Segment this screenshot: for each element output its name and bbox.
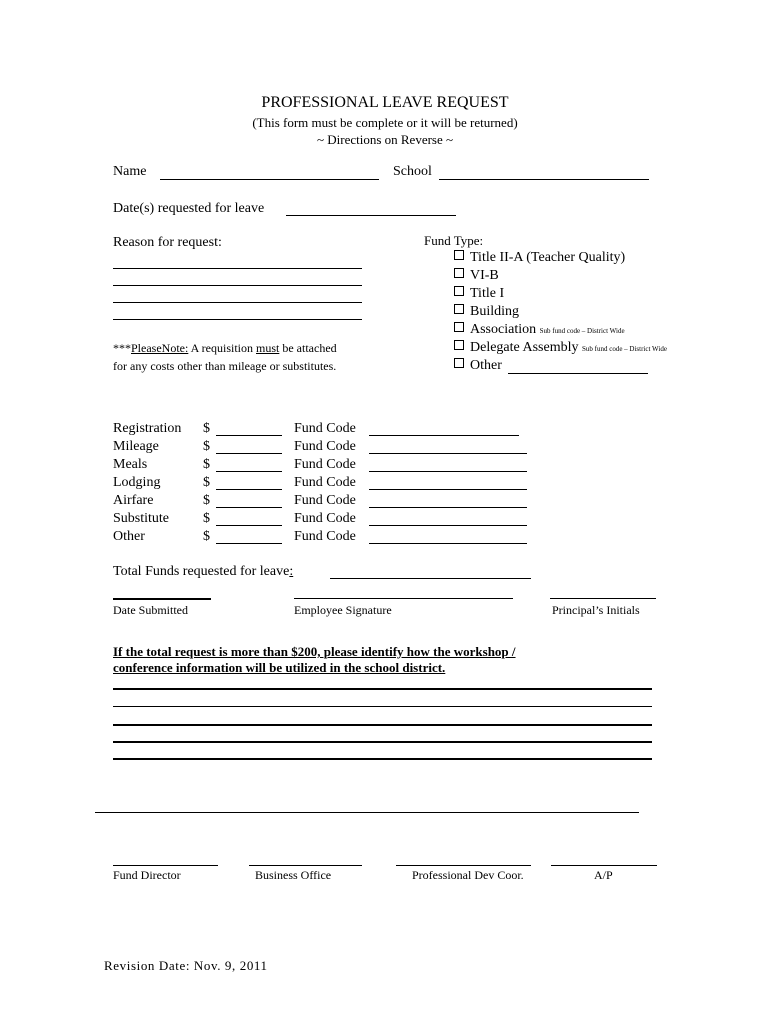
business-office-label: Business Office [255, 868, 332, 882]
dates-field-line[interactable] [286, 215, 456, 216]
checkbox-icon[interactable] [454, 358, 464, 368]
cost-item-label: Registration [113, 421, 182, 436]
fund-type-label: Fund Type: [424, 233, 484, 248]
fund-code-field-line[interactable] [369, 543, 527, 544]
date-submitted-line[interactable] [113, 598, 211, 600]
workshop-instruction-line2: conference information will be utilized in the school district. [113, 660, 446, 675]
ap-label: A/P [594, 868, 613, 882]
fund-director-line[interactable] [113, 865, 218, 866]
amount-field-line[interactable] [216, 435, 282, 436]
cost-item-label: Other [113, 529, 145, 544]
dollar-sign: $ [203, 457, 210, 472]
name-label: Name [113, 164, 147, 179]
amount-field-line[interactable] [216, 543, 282, 544]
fund-code-field-line[interactable] [369, 489, 527, 490]
note-prefix: *** [113, 341, 131, 355]
cost-item-label: Lodging [113, 475, 161, 490]
business-office-line[interactable] [249, 865, 362, 866]
fund-code-field-line[interactable] [369, 471, 527, 472]
reason-line[interactable] [113, 268, 362, 269]
amount-field-line[interactable] [216, 507, 282, 508]
separator-line [95, 812, 639, 813]
workshop-instruction-line1: If the total request is more than $200, please identify how the workshop / [113, 644, 516, 659]
directions-note: ~ Directions on Reverse ~ [316, 132, 454, 147]
fund-option-vi-b[interactable]: VI-B [454, 267, 667, 285]
fund-option-title-i[interactable]: Title I [454, 285, 667, 303]
workshop-answer-line[interactable] [113, 724, 652, 726]
workshop-answer-line[interactable] [113, 706, 652, 707]
fund-code-field-line[interactable] [369, 435, 519, 436]
dates-label: Date(s) requested for leave [113, 201, 265, 216]
requisition-note [113, 341, 337, 356]
employee-signature-label: Employee Signature [294, 603, 392, 617]
cost-row-lodging [113, 474, 543, 492]
dollar-sign: $ [203, 511, 210, 526]
fund-code-field-line[interactable] [369, 453, 527, 454]
amount-field-line[interactable] [216, 525, 282, 526]
please-note-label: PleaseNote: [131, 341, 189, 355]
fund-director-label: Fund Director [113, 868, 181, 882]
cost-row-registration [113, 420, 543, 438]
workshop-answer-line[interactable] [113, 688, 652, 690]
dollar-sign: $ [203, 439, 210, 454]
fund-code-label: Fund Code [294, 475, 356, 490]
dollar-sign: $ [203, 421, 210, 436]
amount-field-line[interactable] [216, 471, 282, 472]
name-field-line[interactable] [160, 179, 379, 180]
fund-option-association[interactable]: Association Sub fund code – District Wide [454, 321, 667, 339]
fund-code-label: Fund Code [294, 421, 356, 436]
checkbox-icon[interactable] [454, 304, 464, 314]
reason-line[interactable] [113, 302, 362, 303]
school-label: School [393, 164, 432, 179]
fund-option-building[interactable]: Building [454, 303, 667, 321]
checkbox-icon[interactable] [454, 250, 464, 260]
cost-item-label: Meals [113, 457, 148, 472]
cost-row-other [113, 528, 543, 546]
cost-row-airfare [113, 492, 543, 510]
form-title: PROFESSIONAL LEAVE REQUEST [261, 94, 509, 111]
amount-field-line[interactable] [216, 489, 282, 490]
other-fund-line[interactable] [508, 373, 648, 374]
prof-dev-line[interactable] [396, 865, 531, 866]
fund-code-label: Fund Code [294, 529, 356, 544]
prof-dev-label: Professional Dev Coor. [412, 868, 524, 882]
date-submitted-label: Date Submitted [113, 603, 188, 617]
fund-type-options [454, 249, 667, 375]
reason-label: Reason for request: [113, 235, 222, 250]
must-emphasis: must [256, 341, 280, 355]
cost-item-label: Substitute [113, 511, 170, 526]
form-subtitle: (This form must be complete or it will be returned) [252, 115, 518, 130]
checkbox-icon[interactable] [454, 268, 464, 278]
amount-field-line[interactable] [216, 453, 282, 454]
reason-line[interactable] [113, 285, 362, 286]
dollar-sign: $ [203, 475, 210, 490]
cost-item-label: Airfare [113, 493, 154, 508]
fund-code-field-line[interactable] [369, 507, 527, 508]
principal-initials-line[interactable] [550, 598, 656, 599]
dollar-sign: $ [203, 493, 210, 508]
principal-initials-label: Principal’s Initials [552, 603, 640, 617]
fund-option-delegate-assembly[interactable]: Delegate Assembly Sub fund code – District Wide [454, 339, 667, 357]
total-funds-line[interactable] [330, 578, 531, 579]
note-text: A requisition [188, 341, 256, 355]
workshop-answer-line[interactable] [113, 758, 652, 760]
checkbox-icon[interactable] [454, 322, 464, 332]
fund-option-title-ii-a[interactable]: Title II-A (Teacher Quality) [454, 249, 667, 267]
fund-code-label: Fund Code [294, 493, 356, 508]
fund-option-other[interactable]: Other [454, 357, 667, 375]
checkbox-icon[interactable] [454, 286, 464, 296]
revision-date: Revision Date: Nov. 9, 2011 [104, 958, 268, 973]
requisition-note-line2: for any costs other than mileage or substitutes. [113, 359, 337, 373]
employee-signature-line[interactable] [294, 598, 513, 599]
checkbox-icon[interactable] [454, 340, 464, 350]
ap-line[interactable] [551, 865, 657, 866]
dollar-sign: $ [203, 529, 210, 544]
note-text: be attached [279, 341, 337, 355]
fund-code-label: Fund Code [294, 439, 356, 454]
school-field-line[interactable] [439, 179, 649, 180]
cost-row-mileage [113, 438, 543, 456]
cost-item-label: Mileage [113, 439, 159, 454]
fund-code-label: Fund Code [294, 511, 356, 526]
fund-code-field-line[interactable] [369, 525, 527, 526]
cost-row-substitute [113, 510, 543, 528]
cost-row-meals [113, 456, 543, 474]
workshop-answer-line[interactable] [113, 741, 652, 743]
sub-fund-note: Sub fund code – District Wide [539, 327, 625, 335]
fund-code-label: Fund Code [294, 457, 356, 472]
reason-line[interactable] [113, 319, 362, 320]
total-funds-label: Total Funds requested for leave: [113, 564, 294, 579]
sub-fund-note: Sub fund code – District Wide [581, 345, 667, 353]
